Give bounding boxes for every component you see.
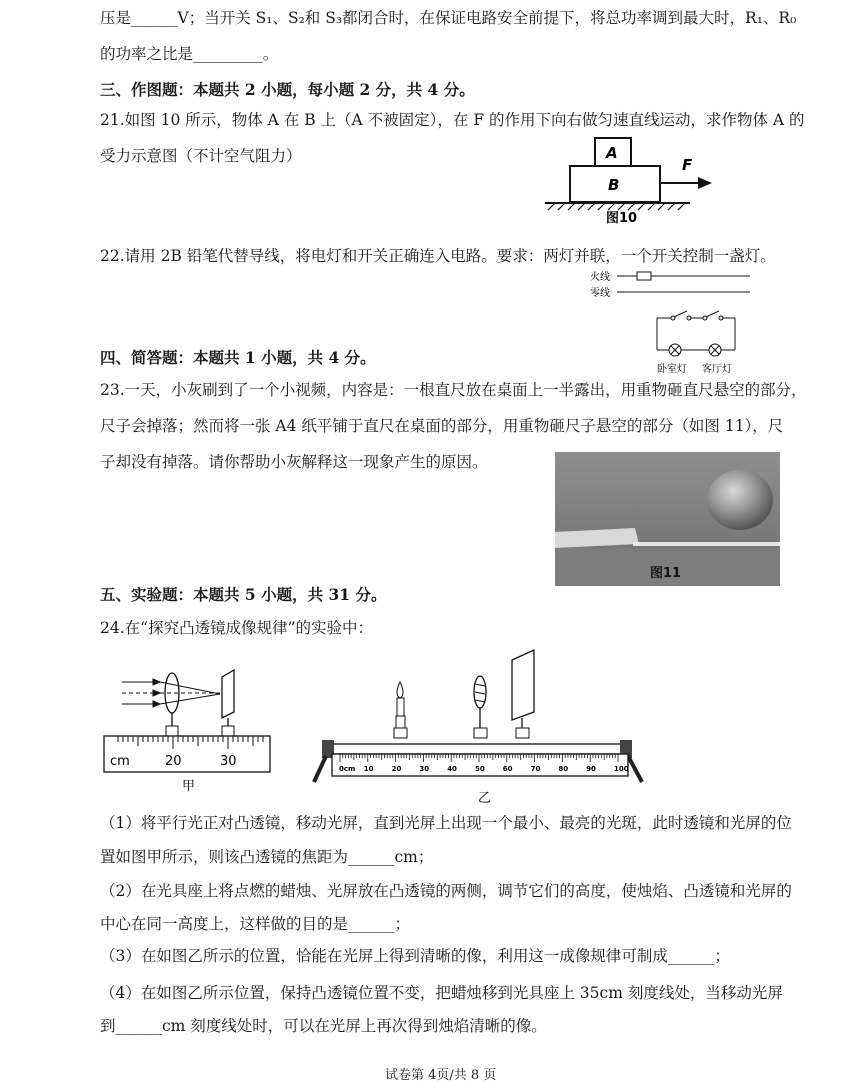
switch-icon <box>706 311 719 317</box>
label-b: B <box>608 176 620 194</box>
screen-icon <box>512 650 534 720</box>
figure-caption: 图10 <box>606 211 638 226</box>
ruler-tick-label: 30 <box>419 765 430 773</box>
ruler-tick-label: 50 <box>475 765 485 773</box>
section-heading: 五、实验题：本题共 5 小题，共 31 分。 <box>100 585 387 604</box>
ruler-unit: cm <box>110 754 130 769</box>
switch-icon <box>674 311 687 317</box>
candle-flame-icon <box>397 682 403 698</box>
figure-jia <box>100 662 275 798</box>
question-24-part: （3）在如图乙所示的位置，恰能在光屏上得到清晰的像，利用这一成像规律可制成______； <box>100 947 730 965</box>
figure-caption: 甲 <box>182 779 196 794</box>
question-24-part: （1）将平行光正对凸透镜，移动光屏，直到光屏上出现一个最小、最亮的光斑，此时透镜和光屏的位 <box>100 814 792 832</box>
question-23: 子却没有掉落。请你帮助小灰解释这一现象产生的原因。 <box>100 453 488 471</box>
ruler-tick-label: 10 <box>363 765 374 773</box>
live-wire-label: 火线 <box>590 272 610 283</box>
ruler-tick-label: 70 <box>530 765 541 773</box>
optical-bench-rail <box>332 744 628 754</box>
question-23: 尺子会掉落；然而将一张 A4 纸平铺于直尺在桌面的部分，用重物砸尺子悬空的部分（如图 11），尺 <box>100 417 784 435</box>
ruler-tick-label: 100 <box>614 765 629 773</box>
label-a: A <box>606 144 618 162</box>
section-heading: 四、简答题：本题共 1 小题，共 4 分。 <box>100 348 376 367</box>
figure-10 <box>540 130 720 230</box>
circuit-diagram <box>585 266 760 378</box>
ruler-tick-label: 30 <box>220 754 237 769</box>
ruler-tick-label: 40 <box>447 765 457 773</box>
ruler-tick-label: 20 <box>165 754 182 769</box>
question-24-part: （2）在光具座上将点燃的蜡烛、光屏放在凸透镜的两侧，调节它们的高度，使烛焰、凸透镜和光屏的 <box>100 882 792 900</box>
screen-icon <box>222 670 234 718</box>
ruler-tick-label: 80 <box>558 765 569 773</box>
question-21: 21.如图 10 所示，物体 A 在 B 上（A 不被固定），在 F 的作用下向右做匀速直线运动，求作物体 A 的 <box>100 111 805 129</box>
question-24-part: 到______cm 刻度线处时，可以在光屏上再次得到烛焰清晰的像。 <box>100 1017 547 1035</box>
figure-yi <box>312 646 652 806</box>
question-24-part: 中心在同一高度上，这样做的目的是______； <box>100 915 411 933</box>
question-24-part: （4）在如图乙所示位置，保持凸透镜位置不变，把蜡烛移到光具座上 35cm 刻度线处，当移动光屏 <box>100 984 783 1002</box>
figure-11-photo <box>555 452 780 586</box>
figure-caption: 乙 <box>478 791 492 806</box>
section-heading: 三、作图题：本题共 2 小题，每小题 2 分，共 4 分。 <box>100 80 475 99</box>
ruler-tick-label: 20 <box>391 765 402 773</box>
lamp-label: 卧室灯 <box>657 364 687 375</box>
question-22: 22.请用 2B 铅笔代替导线，将电灯和开关正确连入电路。要求：两灯并联，一个开关控制一盏灯。 <box>100 247 776 265</box>
question-24-part: 置如图甲所示，则该凸透镜的焦距为______cm； <box>100 848 434 866</box>
figure-caption: 图11 <box>650 566 682 581</box>
text-line: 的功率之比是_________。 <box>100 45 279 63</box>
page-footer: 试卷第 4页/共 8 页 <box>385 1068 497 1083</box>
question-21: 受力示意图（不计空气阻力） <box>100 147 302 165</box>
lamp-label: 客厅灯 <box>702 364 732 375</box>
ruler-tick-label: 60 <box>502 765 513 773</box>
fuse-icon <box>637 272 651 280</box>
ruler-tick-label: 0cm <box>339 765 356 773</box>
ruler-tick-label: 90 <box>586 765 596 773</box>
candle-icon <box>397 698 404 716</box>
text-line: 压是______V；当开关 S₁、S₂和 S₃都闭合时，在保证电路安全前提下，将总功率调到最大时，R₁、R₀ <box>100 9 797 27</box>
neutral-wire-label: 零线 <box>590 288 610 299</box>
label-f: F <box>682 156 693 174</box>
question-24: 24.在“探究凸透镜成像规律”的实验中： <box>100 619 373 637</box>
question-23: 23.一天，小灰刷到了一个小视频，内容是：一根直尺放在桌面上一半露出，用重物砸直尺悬空的部分， <box>100 381 807 399</box>
weight-object <box>707 470 773 530</box>
